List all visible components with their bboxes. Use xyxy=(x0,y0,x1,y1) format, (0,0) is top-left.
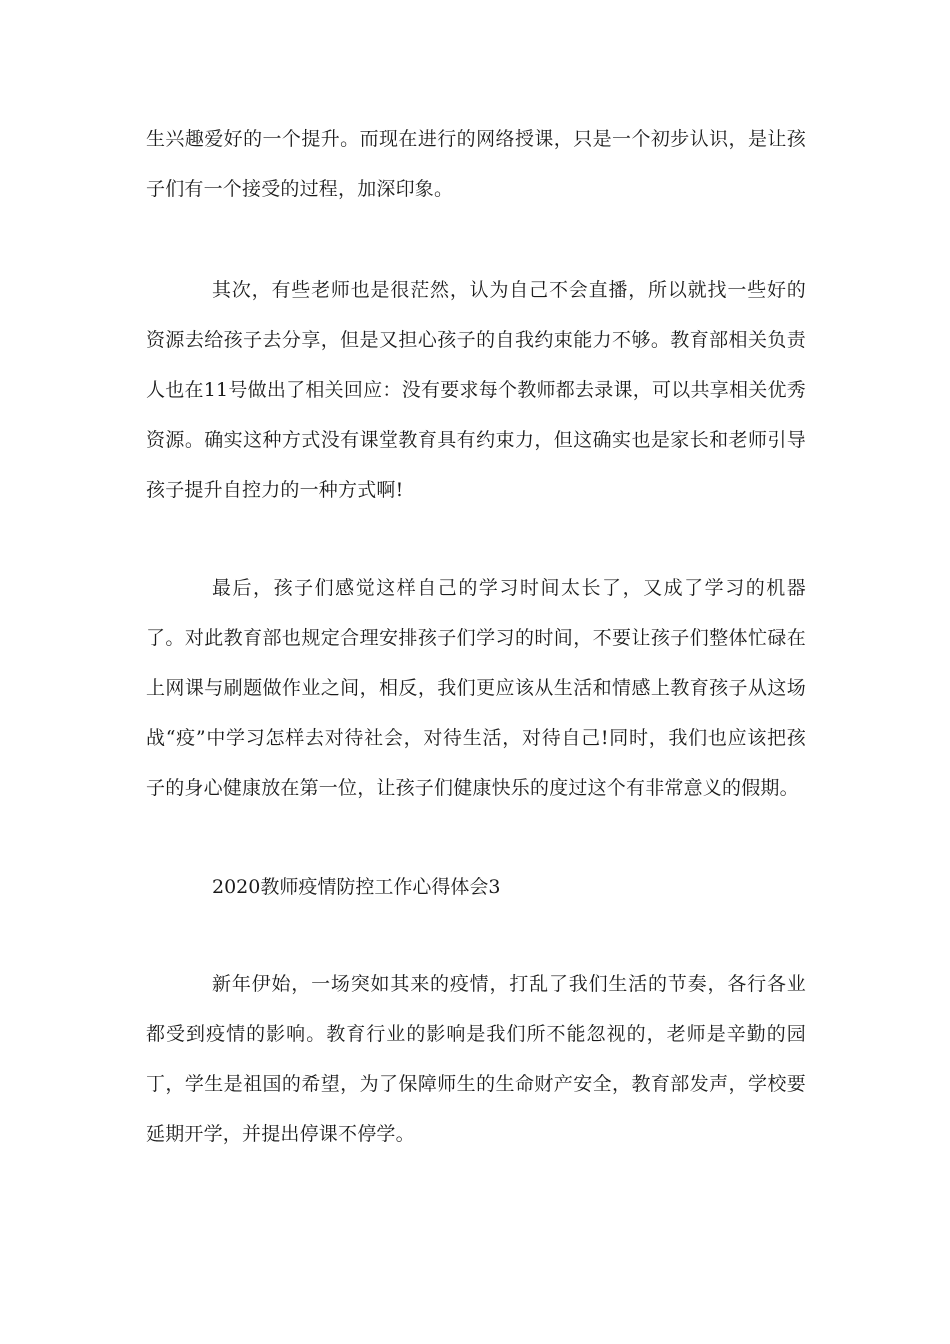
paragraph-section-intro: 新年伊始，一场突如其来的疫情，打乱了我们生活的节奏，各行各业都受到疫情的影响。教育行业的影响是我们所不能忽视的，老师是辛勤的园丁，学生是祖国的希望，为了保障师生的生命财产安全，教育部发声，学校要延期开学，并提出停课不停学。 xyxy=(146,973,806,1145)
section-heading: 2020教师疫情防控工作心得体会3 xyxy=(212,876,501,898)
paragraph-continuation: 生兴趣爱好的一个提升。而现在进行的网络授课，只是一个初步认识，是让孩子们有一个接受的过程，加深印象。 xyxy=(146,128,806,200)
paragraph-second-point: 其次，有些老师也是很茫然，认为自己不会直播，所以就找一些好的资源去给孩子去分享，但是又担心孩子的自我约束能力不够。教育部相关负责人也在11号做出了相关回应：没有要求每个教师都去录课，可以共享相关优秀资源。确实这种方式没有课堂教育具有约束力，但这确实也是家长和老师引导孩子提升自控力的一种方式啊! xyxy=(146,279,806,501)
paragraph-final-point: 最后，孩子们感觉这样自己的学习时间太长了，又成了学习的机器了。对此教育部也规定合理安排孩子们学习的时间，不要让孩子们整体忙碌在上网课与刷题做作业之间，相反，我们更应该从生活和情感上教育孩子从这场战“疫”中学习怎样去对待社会，对待生活，对待自己!同时，我们也应该把孩子的身心健康放在第一位，让孩子们健康快乐的度过这个有非常意义的假期。 xyxy=(146,577,806,799)
